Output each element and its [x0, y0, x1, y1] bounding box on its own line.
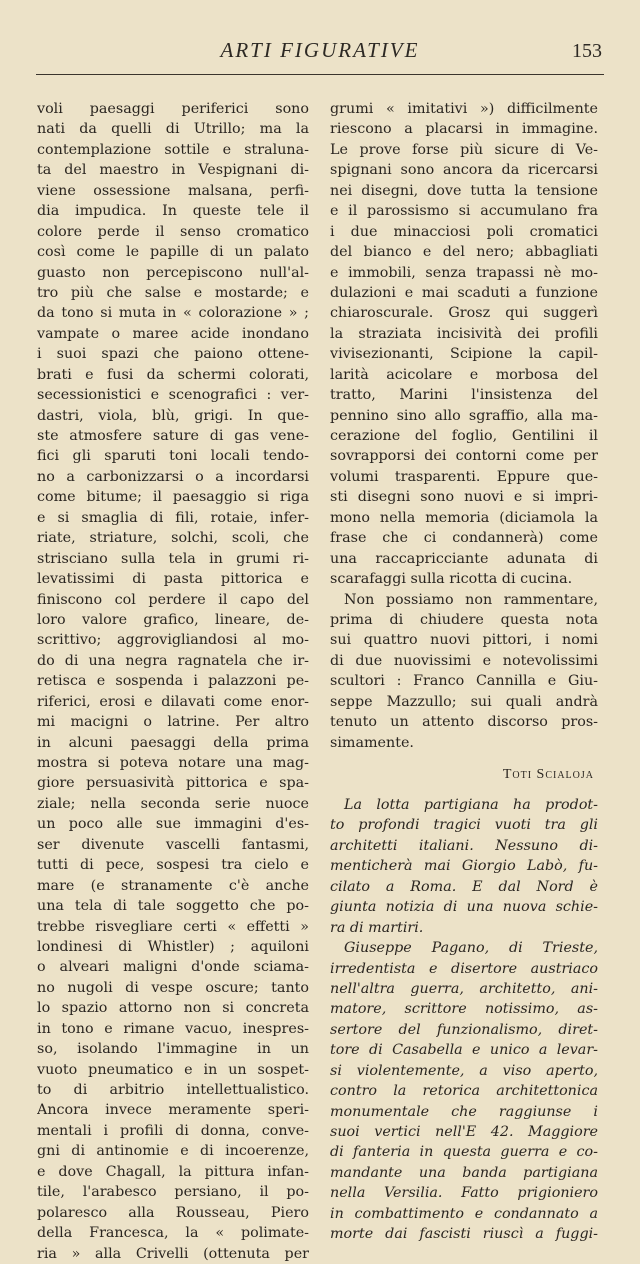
text-line: colore perde il senso cromatico	[37, 223, 309, 240]
text-line: cilato a Roma. E dal Nord è	[330, 878, 598, 895]
text-line: mare (e stranamente c'è anche	[37, 877, 309, 894]
text-line: polaresco alla Rousseau, Piero	[37, 1204, 309, 1221]
text-line: e immobili, senza trapassi nè mo-	[330, 264, 598, 281]
text-line: simamente.	[330, 734, 414, 751]
text-line: tile, l'arabesco persiano, il po-	[37, 1184, 309, 1201]
text-line: mandante una banda partigiana	[330, 1164, 598, 1181]
text-line: sui quattro nuovi pittori, i nomi	[330, 632, 598, 649]
text-line: so, isolando l'immagine in un	[37, 1041, 309, 1058]
text-line: no a carbonizzarsi o a incordarsi	[37, 468, 309, 485]
text-line: tratto, Marini l'insistenza del	[330, 387, 598, 404]
header-rule	[36, 74, 604, 75]
text-line: un poco alle sue immagini d'es-	[37, 816, 309, 833]
text-line: mono nella memoria (diciamola la	[330, 509, 598, 526]
text-line: chiaroscurale. Grosz qui suggerì	[330, 305, 598, 322]
text-line: e dove Chagall, la pittura infan-	[37, 1163, 309, 1180]
text-line: del bianco e del nero; abbagliati	[330, 244, 598, 261]
text-line: nati da quelli di Utrillo; ma la	[37, 121, 309, 138]
text-line: e il parossismo si accumulano fra	[330, 203, 598, 220]
text-line: londinesi di Whistler) ; aquiloni	[37, 938, 309, 955]
text-line: Le prove forse più sicure di Ve-	[330, 141, 598, 158]
text-line: i suoi spazi che paiono ottene-	[37, 346, 309, 363]
text-line: contemplazione sottile e straluna-	[37, 141, 309, 158]
text-line: giore persuasività pittorica e spa-	[37, 775, 309, 792]
text-line: vivisezionanti, Scipione la capil-	[330, 346, 598, 363]
text-line: grumi « imitativi ») difficilmente	[330, 101, 598, 117]
text-line: mi macigni o latrine. Per altro	[37, 714, 309, 731]
text-line: nei disegni, dove tutta la tensione	[330, 182, 598, 199]
text-line: suoi vertici nell'E 42. Maggiore	[330, 1124, 598, 1140]
text-line: morte dai fascisti riuscì a fuggi-	[330, 1226, 598, 1243]
text-line: dastri, viola, blù, grigi. In que-	[37, 407, 309, 424]
text-line: architetti italiani. Nessuno di-	[330, 837, 598, 854]
text-line: viene ossessione malsana, perfi-	[37, 182, 309, 199]
text-line: così come le papille di un palato	[37, 244, 309, 261]
text-line: ser divenute vascelli fantasmi,	[37, 836, 309, 853]
text-line: monumentale che raggiunse i	[330, 1103, 598, 1120]
author-signature: Toti Scialoja	[502, 767, 594, 782]
text-line: secessionistici e scenografici : ver-	[37, 387, 309, 404]
text-line: dia impudica. In queste tele il	[37, 203, 309, 220]
italic-note-first	[330, 795, 598, 938]
text-line: guasto non percepiscono null'al-	[37, 264, 309, 281]
text-line: loro valore grafico, lineare, de-	[37, 611, 309, 628]
text-line: to profondi tragici vuoti tra gli	[330, 817, 598, 834]
text-line: Non possiamo non rammentare,	[344, 591, 598, 608]
text-line: vampate o maree acide inondano	[37, 325, 309, 342]
text-line: una raccapricciante adunata di	[330, 550, 598, 567]
text-line: giunta notizia di una nuova schie-	[330, 899, 598, 916]
text-line: spignani sono ancora da ricercarsi	[330, 162, 598, 179]
text-line: ria » alla Crivelli (ottenuta per	[37, 1245, 309, 1262]
text-line: frase che ci condannerà) come	[330, 530, 598, 547]
text-line: della Francesca, la « polimate-	[37, 1225, 309, 1242]
text-line: volumi trasparenti. Eppure que-	[330, 468, 598, 485]
text-line: la straziata incisività dei profili	[330, 325, 598, 342]
text-line: matore, scrittore notissimo, as-	[330, 1001, 598, 1018]
text-line: tenuto un attento discorso pros-	[330, 714, 598, 731]
text-line: ziale; nella seconda serie nuoce	[37, 795, 309, 812]
text-line: riescono a placarsi in immagine.	[330, 121, 598, 138]
text-line: scarafaggi sulla ricotta di cucina.	[330, 571, 573, 588]
text-line: in tono e rimane vacuo, inespres-	[37, 1020, 309, 1037]
text-line: brati e fusi da schermi colorati,	[37, 366, 309, 383]
text-line: mentali i profili di donna, conve-	[37, 1122, 309, 1139]
text-line: o alveari maligni d'onde sciama-	[37, 959, 309, 976]
text-line: lo spazio attorno non si concreta	[37, 1000, 309, 1017]
text-line: dulazioni e mai scaduti a funzione	[330, 284, 598, 301]
text-line: ta del maestro in Vespignani di-	[37, 162, 309, 179]
text-line: menticherà mai Giorgio Labò, fu-	[330, 858, 598, 875]
text-line: riate, striature, solchi, scoli, che	[37, 530, 309, 547]
text-line: come bitume; il paesaggio si riga	[37, 489, 309, 506]
text-line: cerazione del foglio, Gentilini il	[330, 428, 598, 444]
italic-note-second	[330, 938, 598, 1245]
text-line: levatissimi di pasta pittorica e	[37, 571, 309, 588]
text-line: riferici, erosi e dilavati come enor-	[37, 693, 309, 710]
text-line: Giuseppe Pagano, di Trieste,	[344, 940, 598, 957]
text-line: vuoto pneumatico e in un sospet-	[37, 1061, 309, 1078]
text-line: in combattimento e condannato a	[330, 1205, 598, 1222]
text-line: strisciano sulla tela in grumi ri-	[37, 550, 309, 567]
text-line: sertore del funzionalismo, diret-	[330, 1021, 598, 1038]
paragraph-sculptors	[330, 590, 598, 754]
text-line: La lotta partigiana ha prodot-	[344, 797, 598, 813]
text-line: larità acicolare e morbosa del	[330, 366, 598, 383]
text-line: tore di Casabella e unico a levar-	[330, 1042, 598, 1059]
text-line: nella Versilia. Fatto prigioniero	[330, 1185, 598, 1202]
text-line: tro più che salse e mostarde; e	[37, 284, 309, 301]
text-line: seppe Mazzullo; sui quali andrà	[330, 693, 598, 710]
text-line: contro la retorica architettonica	[330, 1083, 598, 1100]
page-header	[30, 38, 610, 72]
text-line: irredentista e disertore austriaco	[330, 960, 598, 977]
text-line: e si smaglia di fili, rotaie, infer-	[37, 509, 309, 526]
text-line: no nugoli di vespe oscure; tanto	[37, 979, 309, 996]
text-line: fici gli sparuti toni locali tendo-	[37, 448, 309, 465]
text-line: di fanteria in questa guerra e co-	[330, 1144, 598, 1161]
text-line: prima di chiudere questa nota	[330, 611, 598, 628]
text-line: retisca e sospenda i palazzoni pe-	[37, 673, 309, 690]
text-line: mostra si poteva notare una mag-	[37, 755, 309, 771]
text-line: scrittivo; aggrovigliandosi al mo-	[37, 632, 309, 649]
right-column	[330, 99, 598, 1245]
text-line: in alcuni paesaggi della prima	[37, 734, 309, 751]
text-line: ste atmosfere sature di gas vene-	[37, 428, 309, 444]
text-line: di due nuovissimi e notevolissimi	[330, 652, 598, 669]
text-line: Ancora invece meramente speri-	[37, 1102, 309, 1119]
paragraph-drawings	[330, 99, 598, 590]
text-line: voli paesaggi periferici sono	[37, 101, 309, 117]
left-column	[37, 99, 309, 1264]
text-line: trebbe risvegliare certi « effetti »	[37, 918, 309, 935]
text-line: sti disegni sono nuovi e si impri-	[330, 489, 598, 506]
text-line: sovrapporsi dei contorni come per	[330, 448, 598, 465]
text-line: gni di antinomie e di incoerenze,	[37, 1143, 309, 1160]
text-line: scultori : Franco Cannilla e Giu-	[330, 673, 598, 690]
text-line: pennino sino allo sgraffio, alla ma-	[330, 407, 598, 424]
text-line: to di arbitrio intellettualistico.	[37, 1082, 309, 1098]
text-line: tutti di pece, sospesi tra cielo e	[37, 857, 309, 874]
text-line: da tono si muta in « colorazione » ;	[37, 305, 309, 322]
text-line: do di una negra ragnatela che ir-	[37, 652, 309, 669]
running-title: ARTI FIGURATIVE	[220, 38, 420, 62]
text-line: ra di martiri.	[330, 919, 424, 936]
text-line: finiscono col perdere il capo del	[37, 591, 309, 608]
signature-block	[330, 753, 598, 795]
text-line: una tela di tale soggetto che po-	[37, 898, 309, 915]
text-line: i due minacciosi poli cromatici	[330, 223, 598, 240]
page-number: 153	[572, 40, 602, 62]
text-line: nell'altra guerra, architetto, ani-	[330, 980, 598, 997]
text-line: si violentemente, a viso aperto,	[330, 1062, 598, 1079]
